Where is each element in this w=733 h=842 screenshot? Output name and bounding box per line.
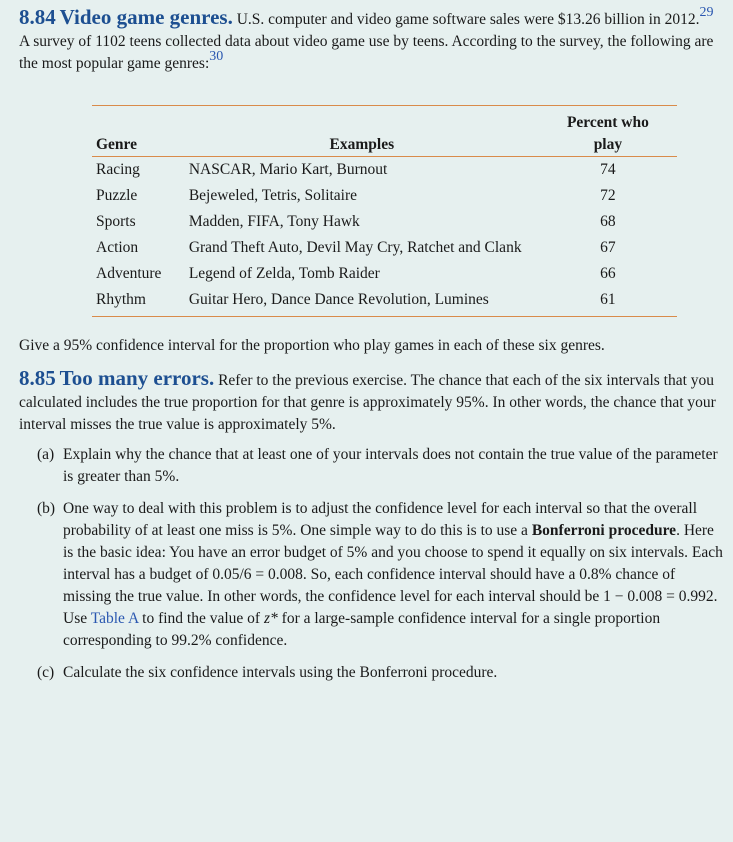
part-text: . Here is the basic idea: You have an error budget of 5% and you choose to spend it equally on six intervals. Each interval has a budget of 0.05/6 = 0.008. So, each confidence interval should have a 0.8% chance of missing the true value. In other words, the confidence level for each interval should be 1 − 0.008 = 0.992. Use (63, 522, 723, 627)
exercise-number: 8.85 (19, 366, 56, 390)
genre-cell: Racing (96, 161, 140, 178)
header-examples: Examples (185, 134, 539, 157)
exercise-text: Refer to the previous exercise. The chance that each of the six intervals that you calculated includes the true proportion for that genre is approximately 95%. In other words, the chance that your interval misses the true value is approximately 5%. (19, 372, 716, 433)
table-row (92, 287, 677, 317)
exercise-8-85 (19, 367, 723, 684)
examples-cell: Bejeweled, Tetris, Solitaire (188, 187, 358, 204)
header-genre: Genre (92, 134, 185, 157)
part-text: for a large-sample confidence interval for a single proportion corresponding to 99.2% confidence. (63, 610, 661, 649)
table-row (92, 157, 677, 184)
part-label: (a) (37, 446, 55, 463)
examples-cell: Grand Theft Auto, Devil May Cry, Ratchet and Clank (188, 239, 522, 256)
exercise-title: Too many errors. (59, 366, 215, 390)
table-a-link[interactable]: Table A (90, 610, 139, 627)
percent-cell: 67 (600, 239, 616, 256)
exercise-number: 8.84 (19, 5, 56, 29)
table-row (92, 183, 677, 209)
genre-cell: Rhythm (92, 287, 185, 317)
genre-cell: Puzzle (96, 187, 138, 204)
genres-table (92, 105, 677, 317)
percent-cell: 68 (600, 213, 616, 230)
genre-cell: Adventure (96, 265, 162, 282)
part-text: to find the value of (142, 610, 261, 627)
examples-cell: Guitar Hero, Dance Dance Revolution, Lumines (185, 287, 539, 317)
percent-cell: 72 (600, 187, 616, 204)
percent-cell: 66 (600, 265, 616, 282)
footnote-29[interactable]: 29 (699, 4, 714, 20)
bonferroni-term: Bonferroni procedure (531, 522, 677, 539)
part-text: Explain why the chance that at least one of your intervals does not contain the true value of the parameter is greater than 5%. (63, 446, 718, 485)
part-text: One way to deal with this problem is to adjust the confidence level for each interval so that the overall probability of at least one miss is 5%. One simple way to do this is to use a (63, 500, 698, 539)
part-label: (b) (37, 500, 56, 517)
examples-cell: Madden, FIFA, Tony Hawk (188, 213, 360, 230)
part-a (37, 444, 723, 488)
exercise-parts (19, 444, 723, 684)
exercise-text-continued: A survey of 1102 teens collected data about video game use by teens. According to the survey, the following are the most popular game genres: (19, 33, 714, 72)
part-label: (c) (37, 664, 55, 681)
examples-cell: Legend of Zelda, Tomb Raider (188, 265, 380, 282)
part-c (37, 662, 723, 684)
table-row (92, 261, 677, 287)
genre-cell: Action (96, 239, 139, 256)
examples-cell: NASCAR, Mario Kart, Burnout (188, 161, 388, 178)
table-row (92, 235, 677, 261)
exercise-text: U.S. computer and video game software sales were $13.26 billion in 2012. (236, 11, 700, 28)
part-text: Calculate the six confidence intervals using the Bonferroni procedure. (63, 664, 498, 681)
header-play: play (539, 134, 677, 157)
header-percent: Percent who (539, 106, 677, 135)
exercise-8-85-intro (19, 367, 723, 436)
genre-cell: Sports (96, 213, 136, 230)
percent-cell: 74 (600, 161, 616, 178)
exercise-8-84-question: Give a 95% confidence interval for the proportion who play games in each of these six genres. (19, 337, 605, 354)
z-star: z* (263, 610, 278, 627)
percent-cell: 61 (539, 287, 677, 317)
exercise-title: Video game genres. (59, 5, 233, 29)
footnote-30[interactable]: 30 (209, 48, 224, 64)
exercise-8-84 (19, 6, 723, 75)
part-b (37, 498, 723, 652)
table-row (92, 209, 677, 235)
